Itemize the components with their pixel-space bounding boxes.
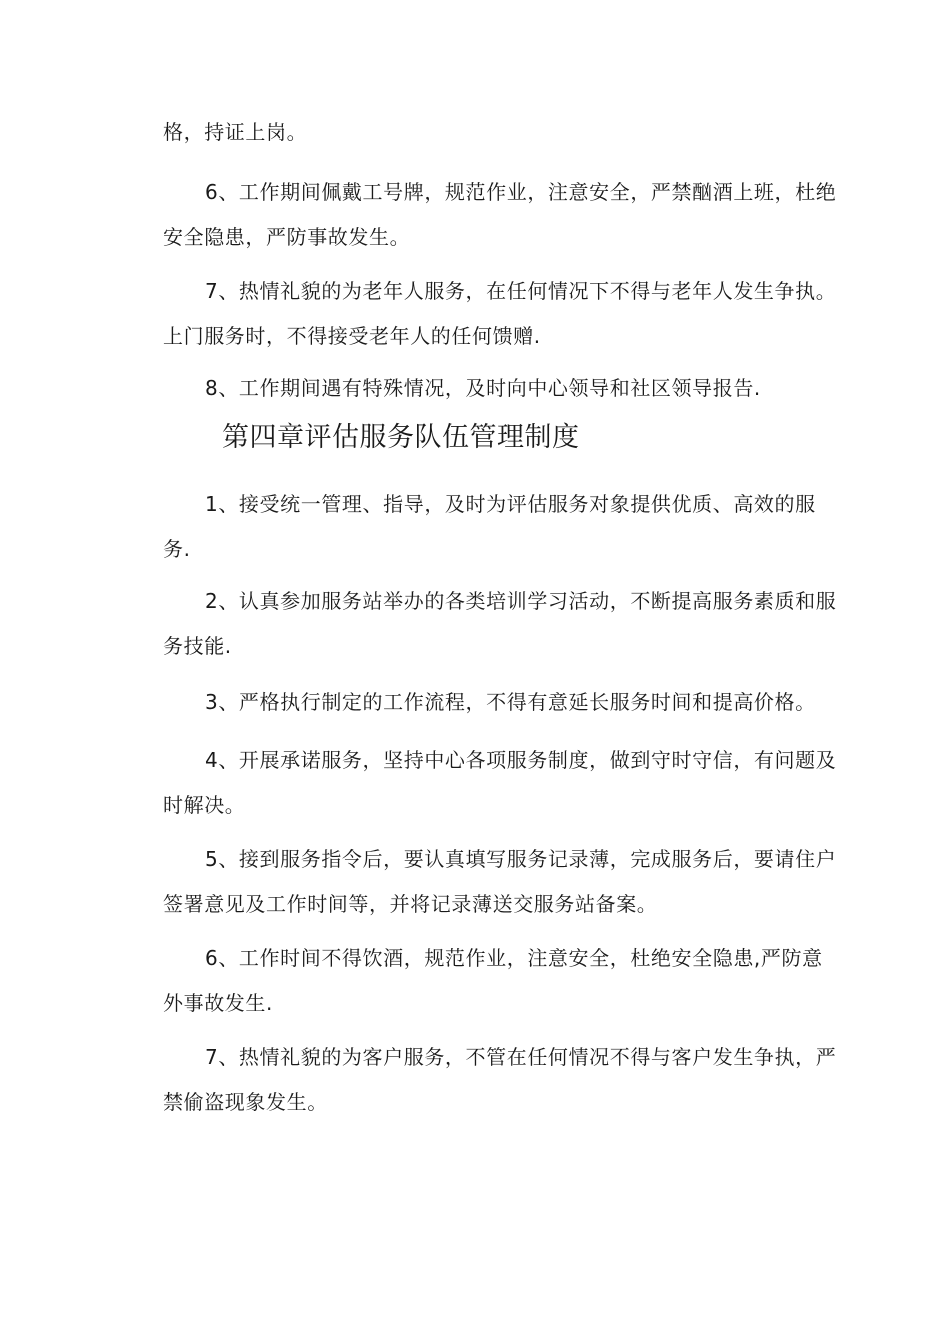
paragraph-rule-4: 4、开展承诺服务，坚持中心各项服务制度，做到守时守信，有问题及时解决。 <box>163 748 837 817</box>
paragraph-rule-3: 3、严格执行制定的工作流程，不得有意延长服务时间和提高价格。 <box>205 690 816 714</box>
paragraph-continuation: 格，持证上岗。 <box>163 120 308 144</box>
paragraph-rule-2: 2、认真参加服务站举办的各类培训学习活动，不断提高服务素质和服务技能. <box>163 589 837 658</box>
paragraph-rule-5: 5、接到服务指令后，要认真填写服务记录薄，完成服务后，要请住户签署意见及工作时间等，并将记录薄送交服务站备案。 <box>163 847 837 916</box>
paragraph-rule-7: 7、热情礼貌的为客户服务，不管在任何情况不得与客户发生争执，严禁偷盗现象发生。 <box>163 1045 837 1114</box>
paragraph-item-7: 7、热情礼貌的为老年人服务，在任何情况下不得与老年人发生争执。上门服务时，不得接受老年人的任何馈赠. <box>163 279 837 348</box>
paragraph-item-6: 6、工作期间佩戴工号牌，规范作业，注意安全，严禁酗酒上班，杜绝安全隐患，严防事故发生。 <box>163 180 837 249</box>
paragraph-rule-6: 6、工作时间不得饮酒，规范作业，注意安全，杜绝安全隐患,严防意外事故发生. <box>163 946 823 1015</box>
paragraph-item-8: 8、工作期间遇有特殊情况，及时向中心领导和社区领导报告. <box>205 376 761 400</box>
paragraph-rule-1: 1、接受统一管理、指导，及时为评估服务对象提供优质、高效的服务. <box>163 492 816 561</box>
chapter-heading: 第四章评估服务队伍管理制度 <box>222 422 580 453</box>
